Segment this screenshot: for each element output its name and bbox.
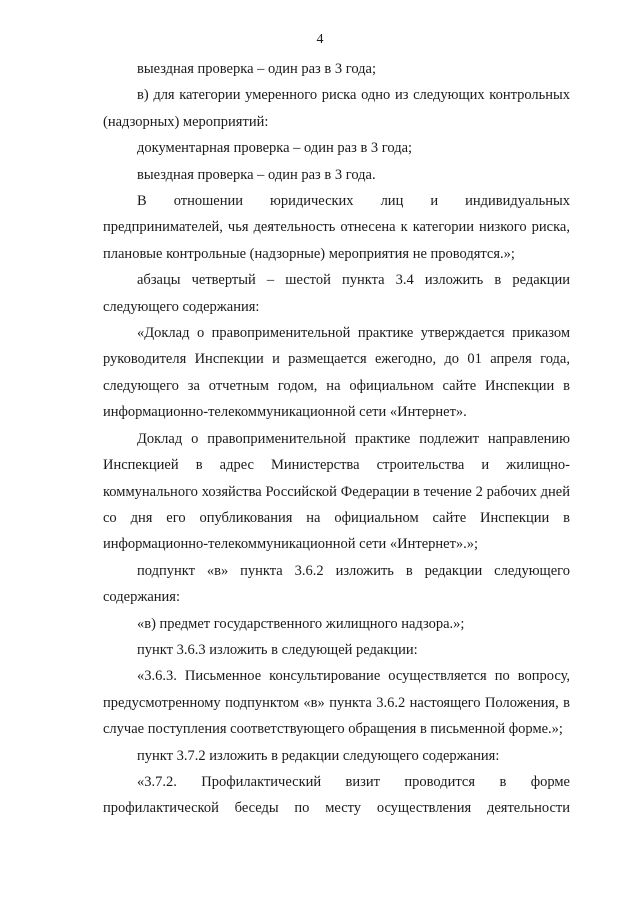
text-line: предусмотренному подпунктом «в» пункта 3.6.2 настоящего Положения, xyxy=(103,694,559,711)
text-line: документарная проверка – один раз в 3 года; xyxy=(137,140,413,157)
text-line: «3.6.3. Письменное консультирование осуществляется по вопросу, xyxy=(137,668,570,685)
paragraph xyxy=(103,267,570,320)
text-line: абзацы четвертый – шестой пункта 3.4 изложить в редакции xyxy=(137,272,570,289)
paragraph xyxy=(103,162,570,188)
page-number: 4 xyxy=(316,32,324,47)
text-line: форме.»; xyxy=(508,721,563,738)
text-line: Доклад о правоприменительной практике подлежит направлению xyxy=(137,430,570,447)
paragraph xyxy=(103,135,570,161)
paragraph xyxy=(103,320,570,426)
text-line: (надзорных) мероприятий: xyxy=(103,113,269,130)
text-line: в информационно-телекоммуникационной сети «Интернет». xyxy=(103,377,570,421)
paragraph xyxy=(103,82,570,135)
text-line: плановые контрольные (надзорные) мероприятия не проводятся.»; xyxy=(103,245,515,262)
text-line: в информационно-телекоммуникационной сети «Интернет».»; xyxy=(103,509,570,553)
text-line: «в) предмет государственного жилищного надзора.»; xyxy=(137,615,465,632)
text-line: со дня его опубликования на официальном сайте Инспекции xyxy=(103,509,550,526)
text-line: пункт 3.7.2 изложить в редакции следующего содержания: xyxy=(137,747,500,764)
text-line: следующего содержания: xyxy=(103,298,260,315)
text-line: выездная проверка – один раз в 3 года; xyxy=(137,61,377,77)
paragraph xyxy=(103,426,570,558)
text-line: выездная проверка – один раз в 3 года. xyxy=(137,166,376,183)
text-line: «3.7.2. Профилактический визит проводится в форме xyxy=(137,773,570,790)
paragraph xyxy=(103,558,570,611)
paragraph xyxy=(103,637,570,663)
text-line: подпункт «в» пункта 3.6.2 изложить в редакции следующего xyxy=(137,562,570,579)
paragraph xyxy=(103,611,570,637)
paragraph xyxy=(103,56,570,82)
paragraph xyxy=(103,769,570,822)
paragraph xyxy=(103,188,570,267)
text-line: «Доклад о правоприменительной практике утверждается приказом xyxy=(137,325,570,342)
text-line: В отношении юридических лиц и индивидуальных xyxy=(137,193,570,210)
text-line: руководителя Инспекции и размещается ежегодно, до 01 апреля года, xyxy=(103,351,570,368)
text-line: коммунального хозяйства Российской Федерации в течение 2 рабочих дней xyxy=(103,483,570,500)
paragraph xyxy=(103,743,570,769)
paragraph xyxy=(103,663,570,742)
text-line: в случае поступления соответствующего обращения в письменной xyxy=(103,694,570,738)
text-line: следующего за отчетным годом, на официальном сайте Инспекции xyxy=(103,377,555,394)
text-line: пункт 3.6.3 изложить в следующей редакции: xyxy=(137,641,418,658)
text-line: Инспекцией в адрес Министерства строительства и жилищно- xyxy=(103,457,570,474)
text-line: предпринимателей, чья деятельность отнесена к категории низкого риска, xyxy=(103,219,570,236)
text-line: в) для категории умеренного риска одно из следующих контрольных xyxy=(137,87,570,104)
document-body xyxy=(103,56,570,822)
text-line: содержания: xyxy=(103,589,181,606)
text-line: профилактической беседы по месту осуществления деятельности xyxy=(103,800,570,817)
